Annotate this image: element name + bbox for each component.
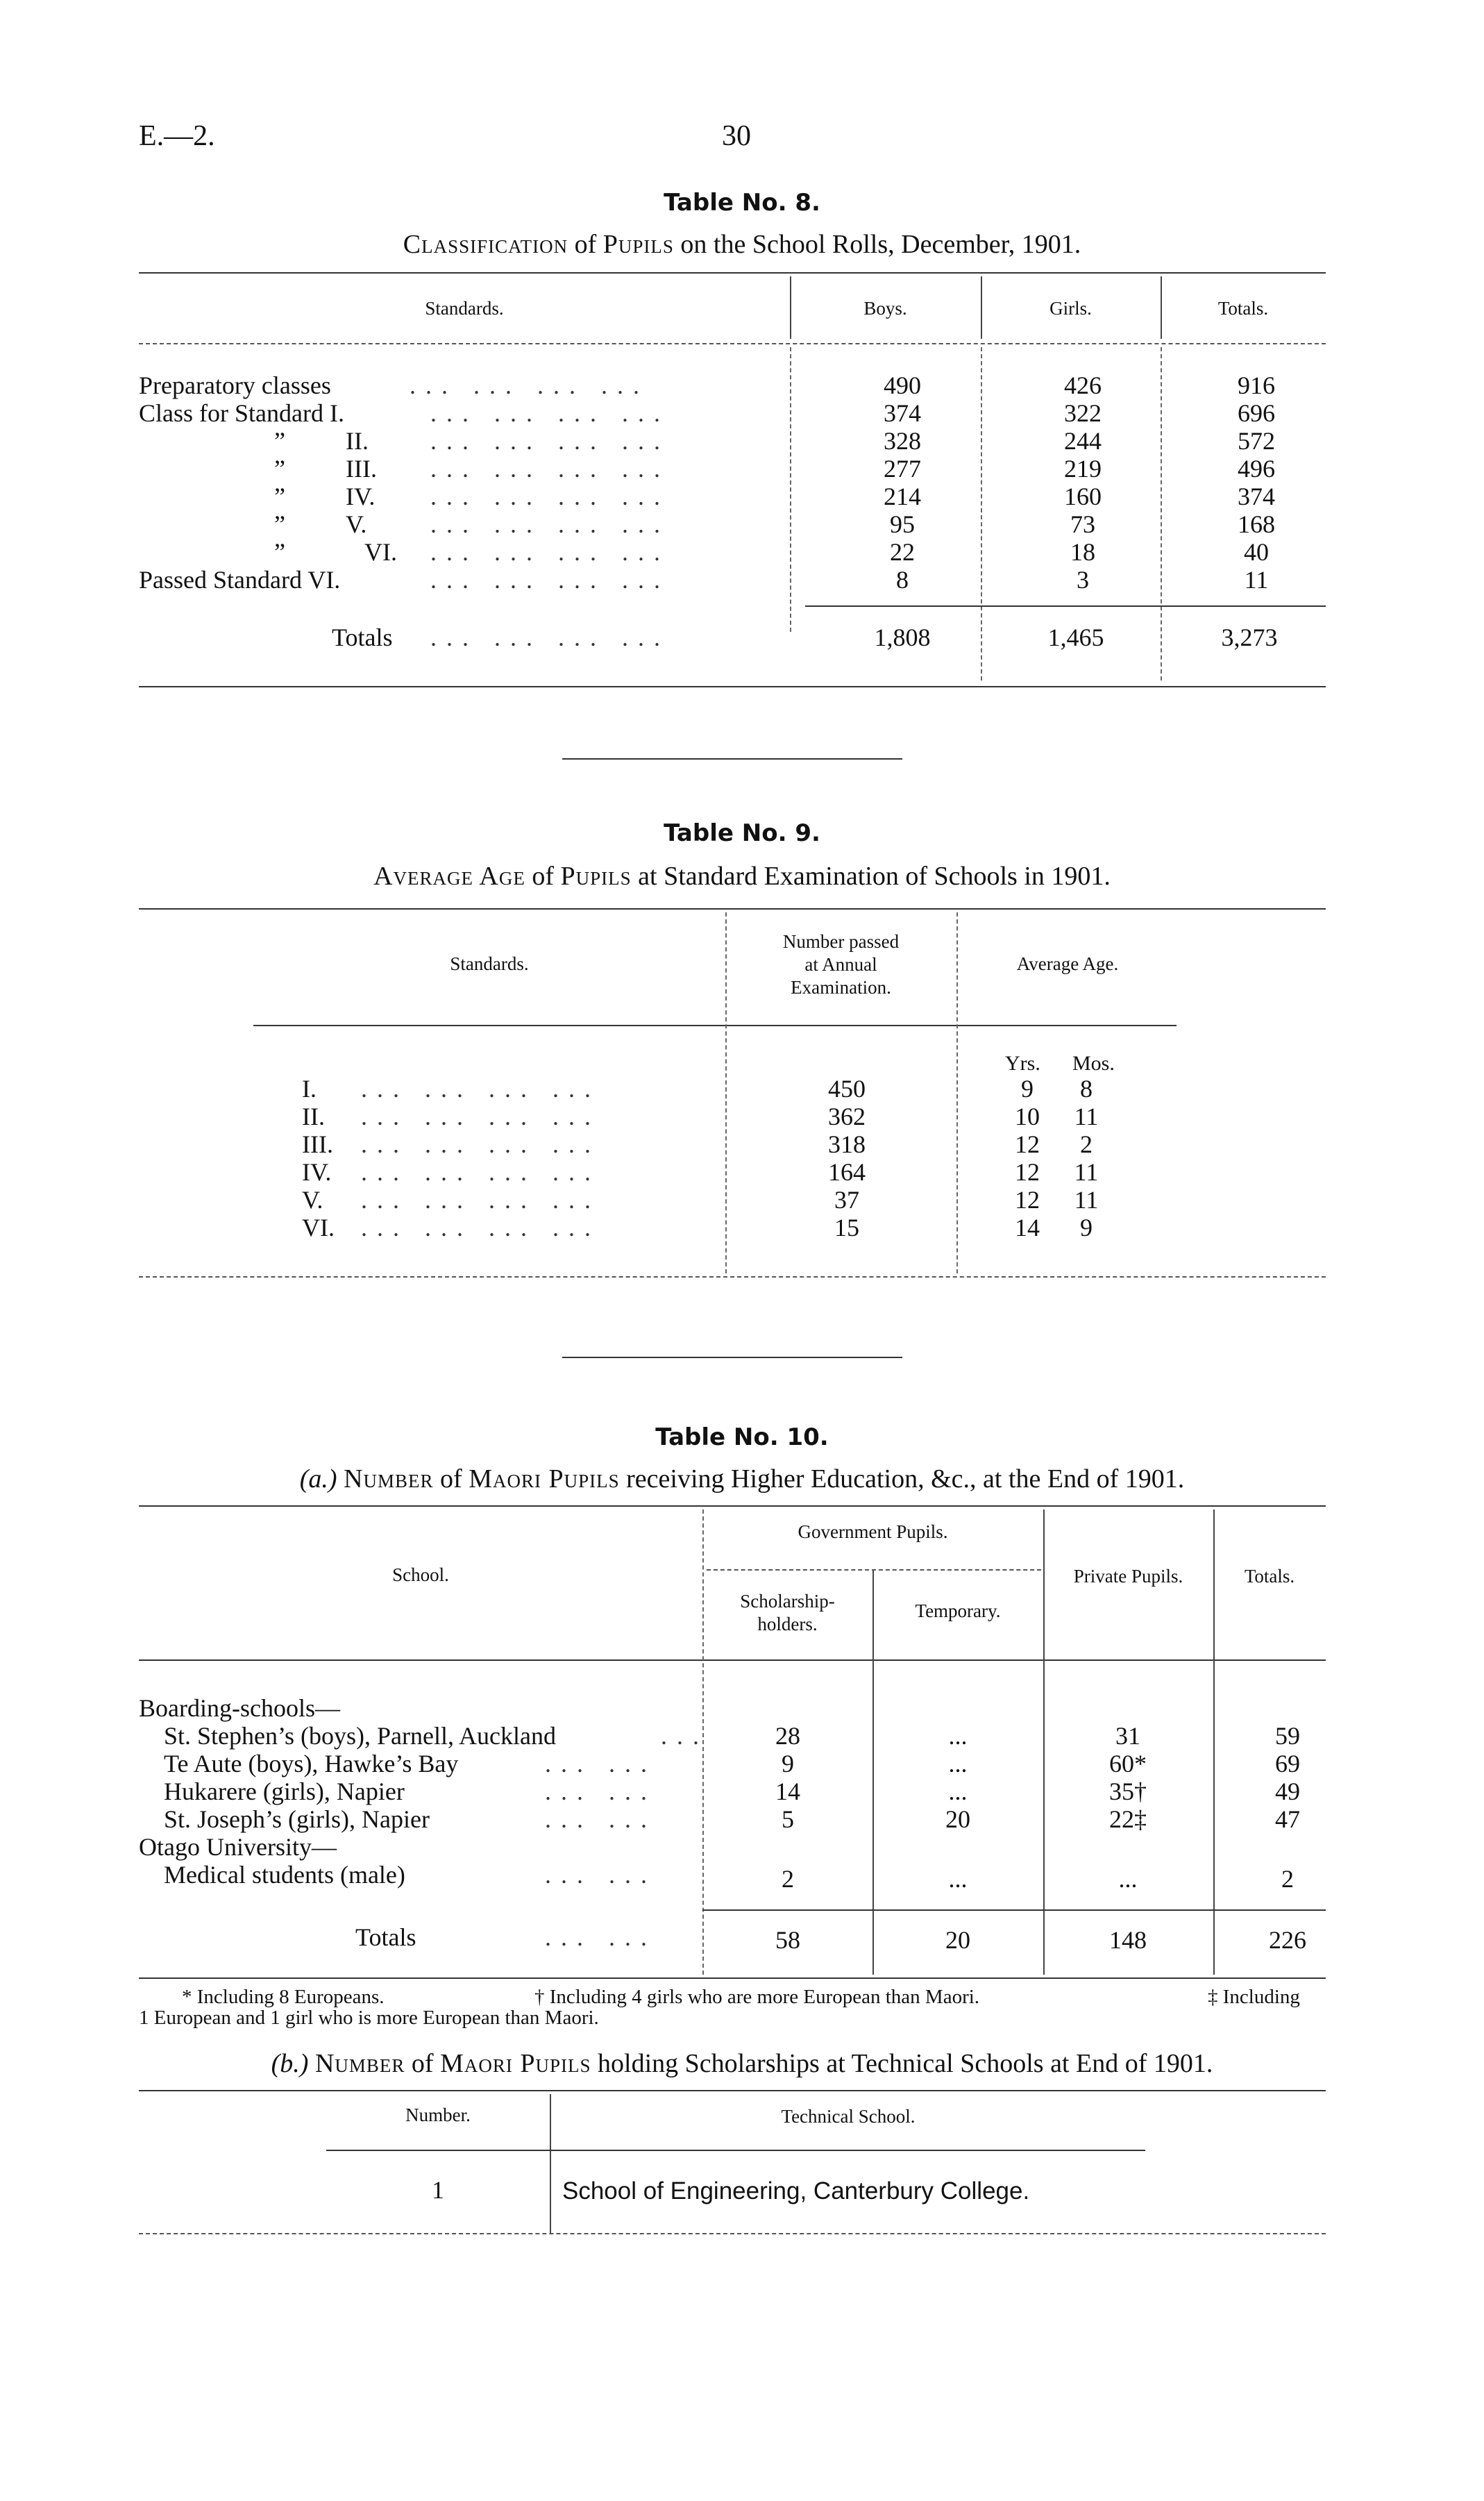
totals-label: Totals — [332, 624, 393, 651]
table8-header-rule — [139, 343, 1326, 344]
leader-dots: ... ... ... ... — [430, 624, 670, 651]
totals-value: 696 — [1238, 399, 1275, 427]
table10-col-school: School. — [392, 1564, 449, 1585]
row-label: VI. — [302, 1214, 335, 1241]
temporary-total: 20 — [945, 1926, 970, 1954]
table9-col-age: Average Age. — [1016, 953, 1119, 974]
row-label: Preparatory classes — [139, 371, 331, 399]
totals-value: 40 — [1244, 538, 1269, 566]
ditto-mark: ” — [274, 510, 285, 538]
row-label: II. — [346, 427, 369, 455]
row-label: III. — [346, 455, 377, 483]
months-value: 8 — [1080, 1075, 1093, 1103]
boys-value: 328 — [884, 427, 921, 455]
girls-total: 1,465 — [1047, 624, 1104, 651]
months-value: 9 — [1080, 1214, 1093, 1241]
months-value: 2 — [1080, 1130, 1093, 1158]
totals-value: 47 — [1275, 1805, 1300, 1833]
table8-bottom-rule — [139, 686, 1326, 687]
section-separator — [562, 1357, 902, 1358]
table8-title: Table No. 8. — [664, 189, 820, 217]
leader-dots: ... ... — [545, 1778, 657, 1805]
table10b-subtitle: (b.) Number of Maori Pupils holding Scholarships at Technical Schools at End of 1901. — [271, 2049, 1213, 2078]
leader-dots: ... ... ... ... — [361, 1214, 600, 1241]
passed-value: 164 — [828, 1158, 866, 1186]
row-label: III. — [302, 1130, 333, 1158]
footnote-double-dagger-cont: 1 European and 1 girl who is more European than Maori. — [139, 2007, 599, 2029]
table10-col-temporary: Temporary. — [915, 1600, 1001, 1621]
row-label: Class for Standard I. — [139, 399, 344, 427]
table10-bottom-rule — [139, 1977, 1326, 1979]
leader-dots: ... ... ... ... — [361, 1075, 600, 1103]
passed-value: 37 — [834, 1186, 859, 1214]
unit-months: Mos. — [1072, 1052, 1115, 1075]
row-label: V. — [302, 1186, 323, 1214]
private-value: 35† — [1109, 1778, 1147, 1805]
totals-value: 59 — [1275, 1722, 1300, 1750]
temporary-value: 20 — [945, 1805, 970, 1833]
girls-value: 73 — [1070, 510, 1095, 538]
table9-bottom-rule — [139, 1276, 1326, 1278]
private-value: ... — [1118, 1865, 1138, 1893]
table10b-header-rule — [326, 2150, 1145, 2151]
row-label: Passed Standard VI. — [139, 566, 341, 594]
table8-top-rule — [139, 272, 1326, 274]
totals-value: 49 — [1275, 1778, 1300, 1805]
scholarship-value: 5 — [782, 1805, 794, 1833]
table8-sum-rule — [805, 605, 1326, 607]
temporary-value: ... — [948, 1722, 968, 1750]
months-value: 11 — [1074, 1186, 1099, 1214]
totals-value: 374 — [1238, 483, 1275, 510]
table10a-subtitle: (a.) Number of Maori Pupils receiving Higher Education, &c., at the End of 1901. — [299, 1464, 1185, 1494]
girls-value: 426 — [1064, 371, 1102, 399]
table8-divider — [790, 347, 791, 632]
table8-divider — [981, 347, 982, 680]
leader-dots: ... ... ... ... — [361, 1186, 600, 1214]
section-separator — [562, 758, 902, 760]
ditto-mark: ” — [274, 427, 285, 455]
table10-divider — [872, 1571, 874, 1975]
school-name: St. Joseph’s (girls), Napier — [164, 1805, 430, 1833]
boys-value: 490 — [884, 371, 921, 399]
totals-label: Totals — [355, 1923, 416, 1951]
temporary-value: ... — [948, 1750, 968, 1778]
passed-value: 362 — [828, 1103, 866, 1130]
months-value: 11 — [1074, 1103, 1099, 1130]
boys-value: 277 — [884, 455, 921, 483]
scholarship-value: 14 — [775, 1778, 800, 1805]
row-label: I. — [302, 1075, 317, 1103]
leader-dots: ... ... ... ... — [430, 483, 670, 510]
boys-value: 8 — [896, 566, 909, 594]
years-value: 10 — [1015, 1103, 1040, 1130]
table10-header-rule — [139, 1659, 1326, 1661]
girls-value: 160 — [1064, 483, 1102, 510]
totals-value: 69 — [1275, 1750, 1300, 1778]
totals-value: 11 — [1244, 566, 1269, 594]
years-value: 12 — [1015, 1186, 1040, 1214]
boys-value: 214 — [884, 483, 921, 510]
row-label: IV. — [346, 483, 376, 510]
ditto-mark: ” — [274, 483, 285, 510]
boys-value: 22 — [890, 538, 915, 566]
leader-dots: ... ... — [545, 1805, 657, 1833]
totals-value: 2 — [1281, 1865, 1294, 1893]
private-value: 22‡ — [1109, 1805, 1147, 1833]
table8-divider — [1161, 347, 1162, 680]
table8-col-standards: Standards. — [425, 298, 504, 319]
page-number: 30 — [722, 120, 751, 152]
boys-total: 1,808 — [874, 624, 931, 651]
girls-value: 244 — [1064, 427, 1102, 455]
table10b-bottom-rule — [139, 2233, 1326, 2234]
series-label: E.—2. — [139, 120, 215, 152]
technical-school-name: School of Engineering, Canterbury College. — [562, 2177, 1030, 2205]
girls-value: 18 — [1070, 538, 1095, 566]
table10-col-government: Government Pupils. — [798, 1521, 948, 1542]
years-value: 9 — [1021, 1075, 1034, 1103]
technical-number-value: 1 — [432, 2176, 444, 2204]
unit-years: Yrs. — [1005, 1052, 1040, 1075]
leader-dots: ... ... ... ... — [410, 371, 649, 399]
ditto-mark: ” — [274, 455, 285, 483]
totals-value: 496 — [1238, 455, 1275, 483]
table9-col-standards: Standards. — [450, 953, 529, 974]
table9-title: Table No. 9. — [664, 819, 820, 847]
row-label: II. — [302, 1103, 325, 1130]
scholarship-value: 28 — [775, 1722, 800, 1750]
leader-dots: ... ... ... ... — [430, 455, 670, 483]
table10b-col-number: Number. — [405, 2105, 471, 2125]
table10-title: Table No. 10. — [655, 1423, 829, 1451]
row-label: V. — [346, 510, 367, 538]
school-name: St. Stephen’s (boys), Parnell, Auckland — [164, 1722, 556, 1750]
scholarship-total: 58 — [775, 1926, 800, 1954]
table8-col-totals: Totals. — [1217, 298, 1269, 319]
months-value: 11 — [1074, 1158, 1099, 1186]
years-value: 12 — [1015, 1130, 1040, 1158]
leader-dots: ... ... ... ... — [430, 427, 670, 455]
years-value: 12 — [1015, 1158, 1040, 1186]
table10-top-rule — [139, 1505, 1326, 1507]
school-name: Medical students (male) — [164, 1861, 405, 1889]
table9-header-rule — [253, 1025, 1177, 1026]
totals-value: 168 — [1238, 510, 1275, 538]
table10-col-scholarship: Scholarship- holders. — [740, 1591, 835, 1634]
years-value: 14 — [1015, 1214, 1040, 1241]
passed-value: 318 — [828, 1130, 866, 1158]
totals-value: 916 — [1238, 371, 1275, 399]
table8-col-boys: Boys. — [863, 298, 907, 319]
leader-dots: ... ... ... ... — [430, 538, 670, 566]
scholarship-value: 9 — [782, 1750, 794, 1778]
leader-dots: ... ... ... ... — [361, 1158, 600, 1186]
row-label: VI. — [364, 538, 397, 566]
leader-dots: ... ... — [545, 1750, 657, 1778]
table10-sum-rule — [702, 1909, 1326, 1911]
table8-subtitle: Classification of Pupils on the School Rolls, December, 1901. — [403, 230, 1081, 259]
leader-dots: ... ... ... ... — [430, 399, 670, 427]
private-total: 148 — [1109, 1926, 1147, 1954]
leader-dots: ... ... ... ... — [361, 1130, 600, 1158]
ditto-mark: ” — [274, 538, 285, 566]
table10-gov-rule — [707, 1569, 1041, 1571]
group-label-boarding: Boarding-schools— — [139, 1694, 340, 1722]
grand-total: 226 — [1269, 1926, 1306, 1954]
table9-col-passed: Number passed at Annual Examination. — [782, 931, 900, 998]
totals-value: 572 — [1238, 427, 1275, 455]
group-label-otago: Otago University— — [139, 1833, 337, 1861]
table10-col-totals: Totals. — [1244, 1566, 1295, 1587]
school-name: Te Aute (boys), Hawke’s Bay — [164, 1750, 459, 1778]
footnote-double-dagger: ‡ Including — [1208, 1986, 1300, 2008]
passed-value: 15 — [834, 1214, 859, 1241]
leader-dots: ... ... ... ... — [361, 1103, 600, 1130]
leader-dots: ... ... — [545, 1923, 657, 1951]
table9-subtitle: Average Age of Pupils at Standard Examination of Schools in 1901. — [373, 862, 1111, 891]
girls-value: 322 — [1064, 399, 1102, 427]
private-value: 60* — [1109, 1750, 1147, 1778]
boys-value: 95 — [890, 510, 915, 538]
footnote-asterisk: * Including 8 Europeans. — [182, 1986, 385, 2008]
school-name: Hukarere (girls), Napier — [164, 1778, 405, 1805]
temporary-value: ... — [948, 1865, 968, 1893]
boys-value: 374 — [884, 399, 921, 427]
temporary-value: ... — [948, 1778, 968, 1805]
girls-value: 219 — [1064, 455, 1102, 483]
footnote-dagger: † Including 4 girls who are more European than Maori. — [534, 1986, 980, 2008]
table10b-col-school: Technical School. — [781, 2106, 916, 2127]
leader-dots: ... ... ... ... — [430, 510, 670, 538]
row-label: IV. — [302, 1158, 332, 1186]
scholarship-value: 2 — [782, 1865, 794, 1893]
grand-total: 3,273 — [1221, 624, 1278, 651]
private-value: 31 — [1115, 1722, 1140, 1750]
leader-dots: ... ... — [545, 1861, 657, 1889]
girls-value: 3 — [1077, 566, 1089, 594]
table10b-top-rule — [139, 2090, 1326, 2091]
table10-col-private: Private Pupils. — [1073, 1566, 1183, 1587]
table8-col-girls: Girls. — [1049, 298, 1092, 319]
leader-dots: ... ... ... ... — [430, 566, 670, 594]
table9-top-rule — [139, 908, 1326, 910]
leader-dots: ... — [661, 1722, 709, 1750]
passed-value: 450 — [828, 1075, 866, 1103]
